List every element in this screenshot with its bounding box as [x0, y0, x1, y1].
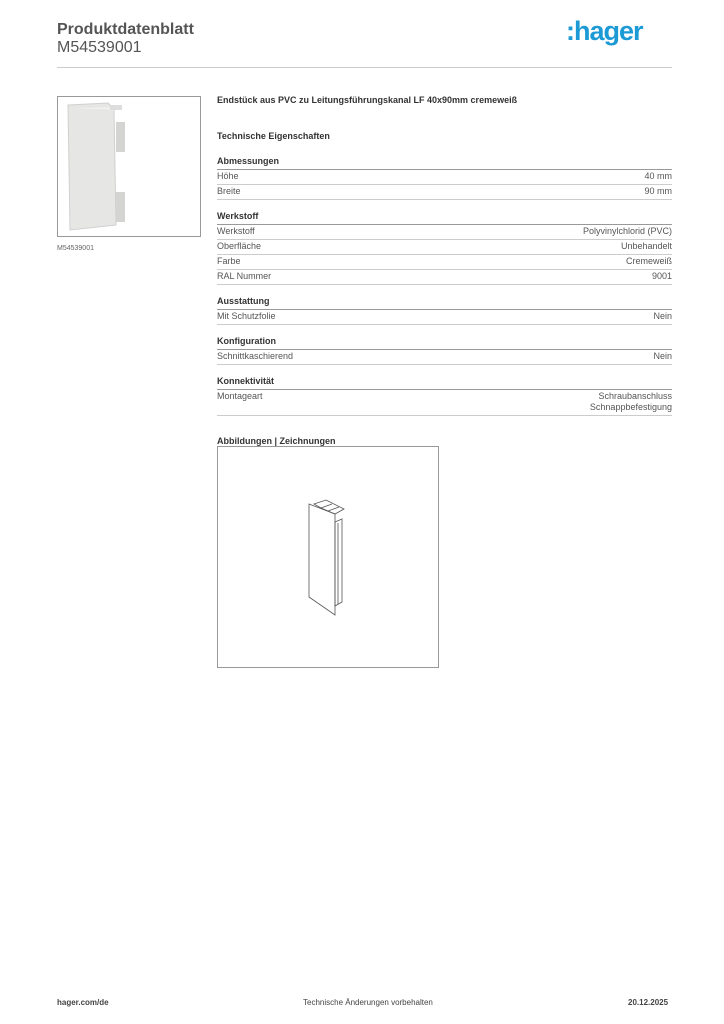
properties: [217, 95, 672, 446]
property-value: [590, 391, 672, 413]
section-heading: Abmessungen: [217, 156, 672, 170]
property-row: [217, 255, 672, 270]
property-value: [644, 186, 672, 197]
property-label: Schnittkaschierend: [217, 351, 294, 361]
product-title: Endstück aus PVC zu Leitungsführungskanal LF 40x90mm cremeweiß: [217, 95, 518, 105]
property-label: Breite: [217, 186, 241, 196]
property-row: [217, 310, 672, 325]
property-value: [626, 256, 672, 267]
image-caption: M54539001: [57, 245, 94, 252]
property-label: RAL Nummer: [217, 271, 272, 281]
property-row: [217, 185, 672, 200]
footer-date: 20.12.2025: [628, 998, 669, 1007]
product-drawing: [217, 446, 439, 668]
value-text: Unbehandelt: [620, 241, 672, 251]
hager-logo: :hager: [566, 16, 643, 46]
property-label: Werkstoff: [217, 226, 255, 236]
property-label: Mit Schutzfolie: [217, 311, 276, 321]
section-heading: Konfiguration: [217, 336, 672, 350]
drawings-heading: Abbildungen | Zeichnungen: [217, 436, 336, 446]
value-text: Cremeweiß: [625, 256, 672, 266]
header-divider: [57, 67, 672, 68]
property-value: [583, 226, 672, 237]
property-value: [652, 271, 672, 282]
value-text: 9001: [651, 271, 672, 281]
footer-website: hager.com/de: [57, 998, 109, 1007]
property-value: [644, 171, 672, 182]
footer-disclaimer: Technische Änderungen vorbehalten: [303, 998, 433, 1007]
property-value: [621, 241, 672, 252]
value-text: Nein: [653, 311, 672, 321]
property-value: [653, 351, 672, 362]
property-value: [653, 311, 672, 322]
property-row: [217, 350, 672, 365]
property-row: [217, 390, 672, 416]
property-row: [217, 170, 672, 185]
property-label: Farbe: [217, 256, 241, 266]
property-row: [217, 270, 672, 285]
tech-heading: Technische Eigenschaften: [217, 131, 330, 141]
product-code: M54539001: [57, 39, 142, 56]
page-title: Produktdatenblatt: [57, 21, 194, 38]
property-label: Montageart: [217, 391, 263, 401]
section-heading: Werkstoff: [217, 211, 672, 225]
property-label: Höhe: [217, 171, 239, 181]
value-text: Polyvinylchlorid (PVC): [582, 226, 672, 236]
value-text: 90 mm: [644, 186, 672, 196]
value-text: 40 mm: [644, 171, 672, 181]
value-text-2: Schnappbefestigung: [589, 402, 672, 412]
property-row: [217, 240, 672, 255]
value-text: Nein: [653, 351, 672, 361]
product-image: [57, 96, 201, 237]
section-heading: Ausstattung: [217, 296, 672, 310]
value-text: Schraubanschluss: [598, 391, 672, 401]
property-label: Oberfläche: [217, 241, 262, 251]
section-heading: Konnektivität: [217, 376, 672, 390]
property-row: [217, 225, 672, 240]
